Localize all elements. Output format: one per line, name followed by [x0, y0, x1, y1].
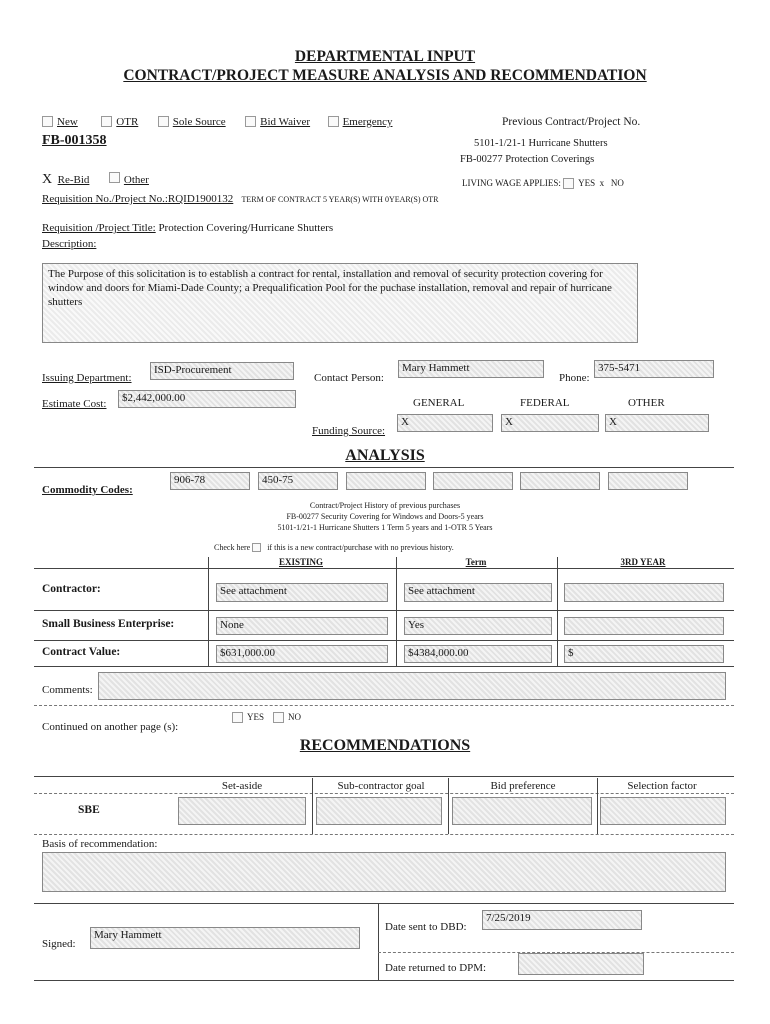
project-title-row	[42, 222, 333, 234]
continued-yes-checkbox[interactable]	[232, 712, 264, 722]
table-rule-3	[34, 640, 734, 641]
issuing-department-label: Issuing Department:	[42, 372, 132, 384]
recommendations-header-rule	[34, 793, 734, 794]
living-wage-no: NO	[610, 178, 624, 188]
sbe-rule	[34, 834, 734, 835]
sole-source-label: Sole Source	[172, 116, 226, 128]
emergency-label: Emergency	[342, 116, 393, 128]
sbe-bid-preference-field[interactable]	[452, 797, 592, 825]
history-line2: FB-00277 Security Covering for Windows and Doors-5 years	[286, 512, 484, 521]
contract-number: FB-001358	[42, 133, 107, 148]
bid-waiver-label: Bid Waiver	[260, 116, 311, 128]
continued-label: Continued on another page (s):	[42, 721, 179, 733]
contract-value-third-field[interactable]: $	[564, 645, 724, 663]
commodity-code-3[interactable]	[346, 472, 426, 490]
bid-waiver-checkbox[interactable]	[245, 116, 310, 128]
col-term-header: Term	[465, 557, 487, 567]
comments-field[interactable]	[98, 672, 726, 700]
bottom-rule	[34, 980, 734, 981]
re-bid-label: Re-Bid	[57, 174, 90, 186]
check-here-label: Check here	[214, 543, 251, 552]
funding-source-label: Funding Source:	[312, 425, 386, 437]
commodity-code-2[interactable]: 450-75	[258, 472, 338, 490]
living-wage-label: LIVING WAGE APPLIES:	[462, 178, 561, 188]
re-bid-mark: X	[42, 172, 53, 187]
comments-label: Comments:	[42, 684, 93, 696]
continued-no: NO	[288, 712, 302, 722]
contract-value-label: Contract Value:	[42, 646, 121, 658]
commodity-code-4[interactable]	[433, 472, 513, 490]
comments-rule	[34, 705, 734, 706]
issuing-department-field[interactable]: ISD-Procurement	[150, 362, 294, 380]
rebid-row	[42, 172, 149, 188]
contract-value-existing-field[interactable]: $631,000.00	[216, 645, 388, 663]
contractor-existing-field[interactable]: See attachment	[216, 583, 388, 602]
continued-no-checkbox[interactable]	[273, 712, 301, 722]
phone-field[interactable]: 375-5471	[594, 360, 714, 378]
description-label: Description:	[42, 238, 97, 250]
header-line2: CONTRACT/PROJECT MEASURE ANALYSIS AND RECOMMENDATION	[123, 67, 647, 84]
basis-rule	[34, 903, 734, 904]
requisition-label: Requisition No./Project No.:	[42, 193, 168, 205]
table-rule-4	[34, 666, 734, 667]
otr-label: OTR	[116, 116, 139, 128]
commodity-codes-label: Commodity Codes:	[42, 484, 133, 496]
living-wage-yes-checkbox[interactable]	[563, 178, 574, 189]
re-bid-checkbox[interactable]	[42, 174, 89, 186]
col-selection-factor-header: Selection factor	[627, 780, 697, 792]
rec-vrule-1	[312, 778, 313, 834]
phone-label: Phone:	[559, 372, 590, 384]
term-of-contract: TERM OF CONTRACT 5 YEAR(S) WITH 0YEAR(S) OTR	[241, 195, 439, 204]
table-vrule-1	[208, 557, 209, 666]
new-checkbox[interactable]	[42, 116, 78, 128]
sbe-existing-field[interactable]: None	[216, 617, 388, 635]
requisition-value: RQID1900132	[167, 193, 234, 205]
date-returned-field[interactable]	[518, 953, 644, 975]
date-sent-field[interactable]: 7/25/2019	[482, 910, 642, 930]
col-subcontractor-header: Sub-contractor goal	[337, 780, 425, 792]
contact-person-field[interactable]: Mary Hammett	[398, 360, 544, 378]
living-wage-yes: YES	[578, 178, 596, 188]
contractor-term-field[interactable]: See attachment	[404, 583, 552, 602]
funding-federal-label: FEDERAL	[520, 397, 570, 409]
sbe-third-field[interactable]	[564, 617, 724, 635]
sbe-term-field[interactable]: Yes	[404, 617, 552, 635]
commodity-code-1[interactable]: 906-78	[170, 472, 250, 490]
contractor-third-field[interactable]	[564, 583, 724, 602]
funding-other-label: OTHER	[628, 397, 665, 409]
sbe-row-label: Small Business Enterprise:	[42, 618, 175, 630]
contractor-label: Contractor:	[42, 583, 101, 595]
date-sent-label: Date sent to DBD:	[385, 921, 467, 933]
contact-person-label: Contact Person:	[314, 372, 384, 384]
col-bid-preference-header: Bid preference	[490, 780, 556, 792]
other-label: Other	[123, 174, 149, 186]
col-setaside-header: Set-aside	[221, 780, 263, 792]
history-line3: 5101-1/21-1 Hurricane Shutters 1 Term 5 years and 1-OTR 5 Years	[277, 523, 493, 532]
sbe-selection-factor-field[interactable]	[600, 797, 726, 825]
emergency-checkbox[interactable]	[328, 116, 393, 128]
col-existing-header: EXISTING	[278, 557, 323, 567]
funding-other-field[interactable]: X	[605, 414, 709, 432]
check-here-text: if this is a new contract/purchase with no previous history.	[267, 543, 454, 552]
previous-contract-line2: FB-00277 Protection Coverings	[460, 154, 595, 165]
table-rule-2	[34, 610, 734, 611]
otr-checkbox[interactable]	[101, 116, 138, 128]
table-vrule-2	[396, 557, 397, 666]
previous-contract-line1: 5101-1/21-1 Hurricane Shutters	[474, 138, 608, 149]
other-checkbox[interactable]	[109, 174, 149, 186]
new-label: New	[57, 116, 78, 128]
analysis-top-rule	[34, 467, 734, 468]
sole-source-checkbox[interactable]	[158, 116, 226, 128]
signature-vrule	[378, 903, 379, 981]
signed-field[interactable]: Mary Hammett	[90, 927, 360, 949]
sbe-setaside-field[interactable]	[178, 797, 306, 825]
living-wage-mark: x	[599, 178, 605, 188]
new-contract-checkbox[interactable]	[252, 543, 261, 552]
recommendations-rule	[34, 776, 734, 777]
requisition-row	[42, 193, 439, 205]
estimate-cost-label: Estimate Cost:	[42, 398, 107, 410]
estimate-cost-field[interactable]: $2,442,000.00	[118, 390, 296, 408]
project-title-label: Requisition /Project Title:	[42, 222, 156, 234]
funding-general-field[interactable]: X	[397, 414, 493, 432]
contract-value-term-field[interactable]: $4384,000.00	[404, 645, 552, 663]
project-title-value: Protection Covering/Hurricane Shutters	[158, 222, 334, 234]
living-wage-row	[462, 178, 624, 189]
check-here-row	[214, 543, 454, 552]
history-line1: Contract/Project History of previous purchases	[309, 501, 461, 510]
basis-label: Basis of recommendation:	[42, 838, 158, 850]
date-returned-label: Date returned to DPM:	[385, 962, 487, 974]
funding-federal-field[interactable]: X	[501, 414, 599, 432]
previous-contract-label: Previous Contract/Project No.	[502, 116, 641, 128]
sbe-label: SBE	[78, 804, 100, 816]
rec-vrule-3	[597, 778, 598, 834]
description-field[interactable]: The Purpose of this solicitation is to establish a contract for rental, installation and removal of security protection covering for window and doors for Miami-Dade County; a Prequalification Pool for the puchase installation, removal and repair of hurricane shutters	[42, 263, 638, 343]
commodity-code-5[interactable]	[520, 472, 600, 490]
analysis-title: ANALYSIS	[345, 447, 425, 464]
table-rule-1	[34, 568, 734, 569]
continued-yes: YES	[247, 712, 265, 722]
continued-options	[232, 712, 301, 723]
rec-vrule-2	[448, 778, 449, 834]
commodity-code-6[interactable]	[608, 472, 688, 490]
sbe-subcontractor-field[interactable]	[316, 797, 442, 825]
header-line1: DEPARTMENTAL INPUT	[294, 48, 476, 65]
table-vrule-3	[557, 557, 558, 666]
col-third-header: 3RD YEAR	[620, 557, 666, 567]
recommendations-title: RECOMMENDATIONS	[299, 737, 471, 754]
basis-field[interactable]	[42, 852, 726, 892]
funding-general-label: GENERAL	[413, 397, 465, 409]
type-options-row	[42, 116, 392, 128]
signed-label: Signed:	[42, 938, 76, 950]
